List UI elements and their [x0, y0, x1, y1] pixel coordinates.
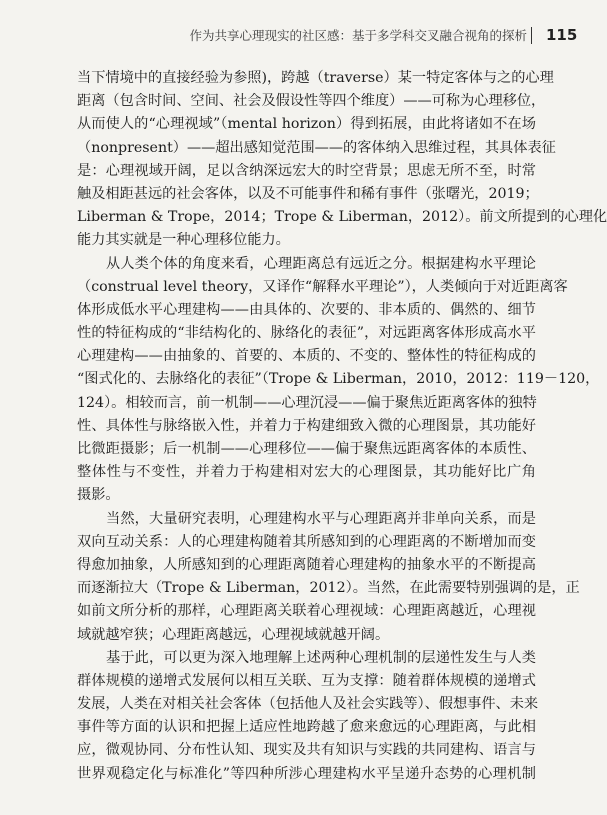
text-line: （construal level theory，又译作“解释水平理论”），人类倾向于对近距离客	[77, 278, 568, 295]
paragraph	[77, 253, 600, 508]
text-line: 基于此，可以更为深入地理解上述两种心理机制的层递性发生与人类	[106, 649, 536, 666]
running-header	[0, 0, 605, 54]
text-line: 双向互动关系：人的心理建构随着其所感知到的心理距离的不断增加而变	[77, 533, 536, 550]
text-line: 124）。相较而言，前一机制——心理沉浸——偏于聚焦近距离客体的独特	[77, 394, 537, 411]
text-line: 性的特征构成的“非结构化的、脉络化的表征”，对远距离客体形成高水平	[77, 325, 536, 342]
text-line: 摄影。	[77, 487, 120, 504]
text-line: 距离（包含时间、空间、社会及假设性等四个维度）——可称为心理移位，	[77, 93, 546, 110]
text-line: 是：心理视域开阔，足以含纳深远宏大的时空背景；思虑无所不至，时常	[77, 162, 536, 179]
text-line: 群体规模的递增式发展何以相互关联、互为支撑：随着群体规模的递增式	[77, 672, 536, 689]
paragraph	[77, 67, 607, 253]
text-line: 如前文所分析的那样，心理距离关联着心理视域：心理距离越近，心理视	[77, 603, 536, 620]
text-line: 域就越窄狭；心理距离越远，心理视域就越开阔。	[77, 626, 390, 643]
page-number: 115	[546, 26, 578, 44]
text-line: 心理建构——由抽象的、首要的、本质的、不变的、整体性的特征构成的	[77, 348, 536, 365]
text-line: 整体性与不变性，并着力于构建相对宏大的心理图景，其功能好比广角	[77, 464, 536, 481]
paragraph	[77, 647, 539, 786]
header-separator	[531, 27, 532, 44]
text-line: 比微距摄影；后一机制——心理移位——偏于聚焦远距离客体的本质性、	[77, 441, 536, 457]
text-line: 发展，人类在对相关社会客体（包括他人及社会实践等）、假想事件、未来	[77, 696, 539, 713]
text-line: 当然，大量研究表明，心理建构水平与心理距离并非单向关系，而是	[106, 510, 536, 527]
text-line: Liberman & Trope，2014；Trope & Liberman，2012）。前文所提到的心理化	[77, 209, 607, 226]
text-line: “图式化的、去脉络化的表征”（Trope & Liberman，2010，2012：119－120，	[77, 371, 600, 388]
text-line: 事件等方面的认识和把握上适应性地跨越了愈来愈远的心理距离，与此相	[77, 719, 536, 736]
body-text	[77, 67, 607, 786]
text-line: 性、具体性与脉络嵌入性，并着力于构建细致入微的心理图景，其功能好	[77, 417, 536, 434]
text-line: 从而使人的“心理视域”（mental horizon）得到拓展，由此将诸如不在场	[77, 116, 536, 133]
text-line: 而逐渐拉大（Trope & Liberman，2012）。当然，在此需要特别强调的是，正	[77, 580, 580, 597]
text-line: 触及相距甚远的社会客体，以及不可能事件和稀有事件（张曙光，2019；	[77, 185, 539, 202]
text-line: （nonpresent）——超出感知觉范围——的客体纳入思维过程，其具体表征	[77, 139, 556, 156]
paragraph	[77, 508, 580, 647]
text-line: 从人类个体的角度来看，心理距离总有远近之分。根据建构水平理论	[106, 255, 536, 272]
text-line: 得愈加抽象，人所感知到的心理距离随着心理建构的抽象水平的不断提高	[77, 556, 536, 573]
running-title: 作为共享心理现实的社区感：基于多学科交叉融合视角的探析	[189, 28, 527, 43]
text-line: 能力其实就是一种心理移位能力。	[77, 232, 290, 249]
text-line: 当下情境中的直接经验为参照)，跨越（traverse）某一特定客体与之的心理	[77, 70, 554, 86]
text-line: 应，微观协同、分布性认知、现实及共有知识与实践的共同建构、语言与	[77, 742, 536, 759]
text-line: 体形成低水平心理建构——由具体的、次要的、非本质的、偶然的、细节	[77, 301, 536, 318]
text-line: 世界观稳定化与标准化”等四种所涉心理建构水平呈递升态势的心理机制	[77, 765, 536, 782]
